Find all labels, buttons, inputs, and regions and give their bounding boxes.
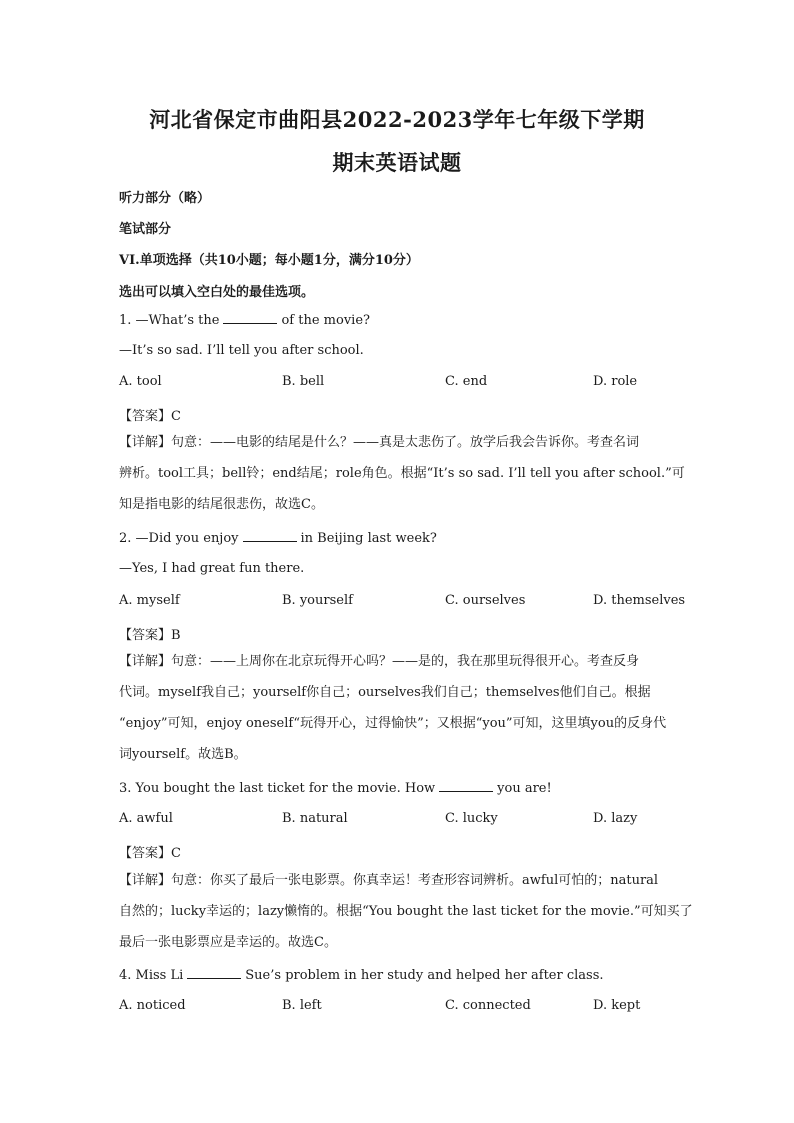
document-title: 河北省保定市曲阳县2022-2023学年七年级下学期 bbox=[149, 107, 645, 132]
answer-blank bbox=[243, 530, 297, 542]
answer-blank bbox=[223, 312, 277, 324]
option-d: D. role bbox=[593, 374, 638, 389]
option-a: A. myself bbox=[119, 593, 180, 608]
explanation-line: 辨析。tool工具；bell铃；end结尾；role角色。根据“It’s so sad. I’ll tell you after school.”可 bbox=[119, 466, 685, 481]
question-text: of the movie? bbox=[281, 313, 370, 328]
option-c: C. end bbox=[445, 374, 488, 389]
answer-blank bbox=[187, 967, 241, 979]
answer-label: 【答案】C bbox=[119, 409, 181, 424]
answer-label: 【答案】B bbox=[119, 628, 181, 643]
answer-explanation bbox=[119, 652, 675, 776]
question-4 bbox=[119, 967, 604, 983]
answer-blank bbox=[439, 780, 493, 792]
question-text: 3. You bought the last ticket for the movie. How bbox=[119, 781, 436, 796]
option-c: C. lucky bbox=[445, 811, 498, 826]
option-d: D. lazy bbox=[593, 811, 638, 826]
explanation-line: 知是指电影的结尾很悲伤，故选C。 bbox=[119, 497, 324, 512]
option-b: B. yourself bbox=[282, 593, 353, 608]
option-c: C. connected bbox=[445, 998, 531, 1013]
question-text: 4. Miss Li bbox=[119, 968, 184, 983]
written-section-label: 笔试部分 bbox=[119, 222, 172, 237]
explanation-line: 【详解】句意：你买了最后一张电影票。你真幸运！考查形容词辨析。awful可怕的；natural bbox=[119, 873, 659, 888]
option-d: D. kept bbox=[593, 998, 641, 1013]
question-text: in Beijing last week? bbox=[300, 531, 437, 546]
option-a: A. noticed bbox=[119, 998, 186, 1013]
option-a: A. awful bbox=[119, 811, 173, 826]
question-2 bbox=[119, 530, 437, 546]
option-a: A. tool bbox=[119, 374, 162, 389]
option-c: C. ourselves bbox=[445, 593, 526, 608]
question-1-reply: —It’s so sad. I’ll tell you after school. bbox=[119, 343, 364, 358]
option-b: B. left bbox=[282, 998, 322, 1013]
section-heading: VI.单项选择（共10小题；每小题1分，满分10分） bbox=[119, 253, 419, 268]
explanation-line: “enjoy”可知，enjoy oneself“玩得开心，过得愉快”；又根据“you”可知，这里填you的反身代 bbox=[119, 716, 667, 731]
question-text: 2. —Did you enjoy bbox=[119, 531, 239, 546]
explanation-line: 【详解】句意：——上周你在北京玩得开心吗？——是的，我在那里玩得很开心。考查反身 bbox=[119, 654, 640, 669]
question-1 bbox=[119, 312, 370, 328]
question-text: you are! bbox=[497, 781, 552, 796]
option-d: D. themselves bbox=[593, 593, 686, 608]
answer-label: 【答案】C bbox=[119, 846, 181, 861]
explanation-line: 代词。myself我自己；yourself你自己；ourselves我们自己；themselves他们自己。根据 bbox=[119, 685, 651, 700]
answer-explanation bbox=[119, 433, 685, 526]
option-b: B. natural bbox=[282, 811, 348, 826]
explanation-line: 最后一张电影票应是幸运的。故选C。 bbox=[119, 935, 337, 950]
listening-section-label: 听力部分（略） bbox=[119, 191, 211, 206]
document-subtitle: 期末英语试题 bbox=[332, 150, 462, 175]
question-text: 1. —What’s the bbox=[119, 313, 220, 328]
question-2-reply: —Yes, I had great fun there. bbox=[119, 561, 305, 576]
explanation-line: 自然的；lucky幸运的；lazy懒惰的。根据“You bought the last ticket for the movie.”可知买了 bbox=[119, 904, 693, 919]
question-text: Sue’s problem in her study and helped her after class. bbox=[245, 968, 604, 983]
explanation-line: 【详解】句意：——电影的结尾是什么？——真是太悲伤了。放学后我会告诉你。考查名词 bbox=[119, 435, 640, 450]
option-b: B. bell bbox=[282, 374, 325, 389]
question-3 bbox=[119, 780, 552, 796]
section-instruction: 选出可以填入空白处的最佳选项。 bbox=[119, 285, 315, 300]
answer-explanation bbox=[119, 871, 693, 964]
explanation-line: 词yourself。故选B。 bbox=[119, 747, 247, 762]
